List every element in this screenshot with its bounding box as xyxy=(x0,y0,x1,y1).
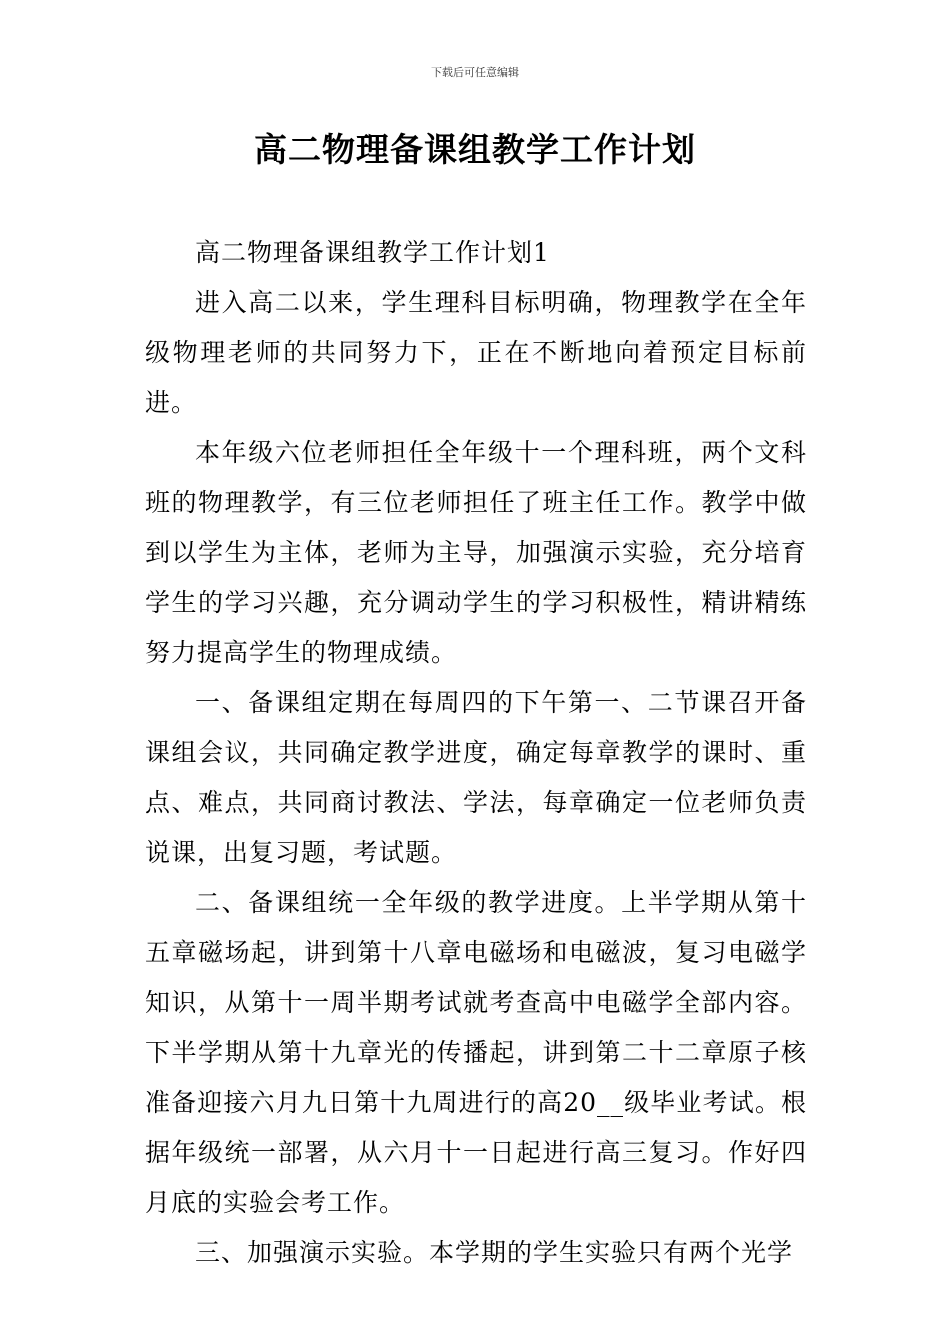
paragraph-intro: 进入高二以来，学生理科目标明确，物理教学在全年级物理老师的共同努力下，正在不断地向着预定目标前进。 xyxy=(145,288,807,417)
paragraph-item-3: 三、加强演示实验。本学期的学生实验只有两个光学 xyxy=(195,1238,794,1267)
paragraph-item-1: 一、备课组定期在每周四的下午第一、二节课召开备课组会议，共同确定教学进度，确定每章教学的课时、重点、难点，共同商讨教法、学法，每章确定一位老师负责说课，出复习题，考试题。 xyxy=(145,688,807,867)
section-heading: 高二物理备课组教学工作计划1 xyxy=(195,238,550,267)
document-body xyxy=(145,228,807,1278)
paragraph-staff: 本年级六位老师担任全年级十一个理科班，两个文科班的物理教学，有三位老师担任了班主任工作。教学中做到以学生为主体，老师为主导，加强演示实验，充分培育学生的学习兴趣，充分调动学生的学习积极性，精讲精练努力提高学生的物理成绩。 xyxy=(145,438,807,667)
paragraph-item-2: 二、备课组统一全年级的教学进度。上半学期从第十五章磁场起，讲到第十八章电磁场和电磁波，复习电磁学知识，从第十一周半期考试就考查高中电磁学全部内容。下半学期从第十九章光的传播起，讲到第二十二章原子核准备迎接六月九日第十九周进行的高20__级毕业考试。根据年级统一部署，从六月十一日起进行高三复习。作好四月底的实验会考工作。 xyxy=(145,888,807,1217)
document-title: 高二物理备课组教学工作计划 xyxy=(254,130,696,169)
header-note: 下载后可任意编辑 xyxy=(431,66,519,79)
